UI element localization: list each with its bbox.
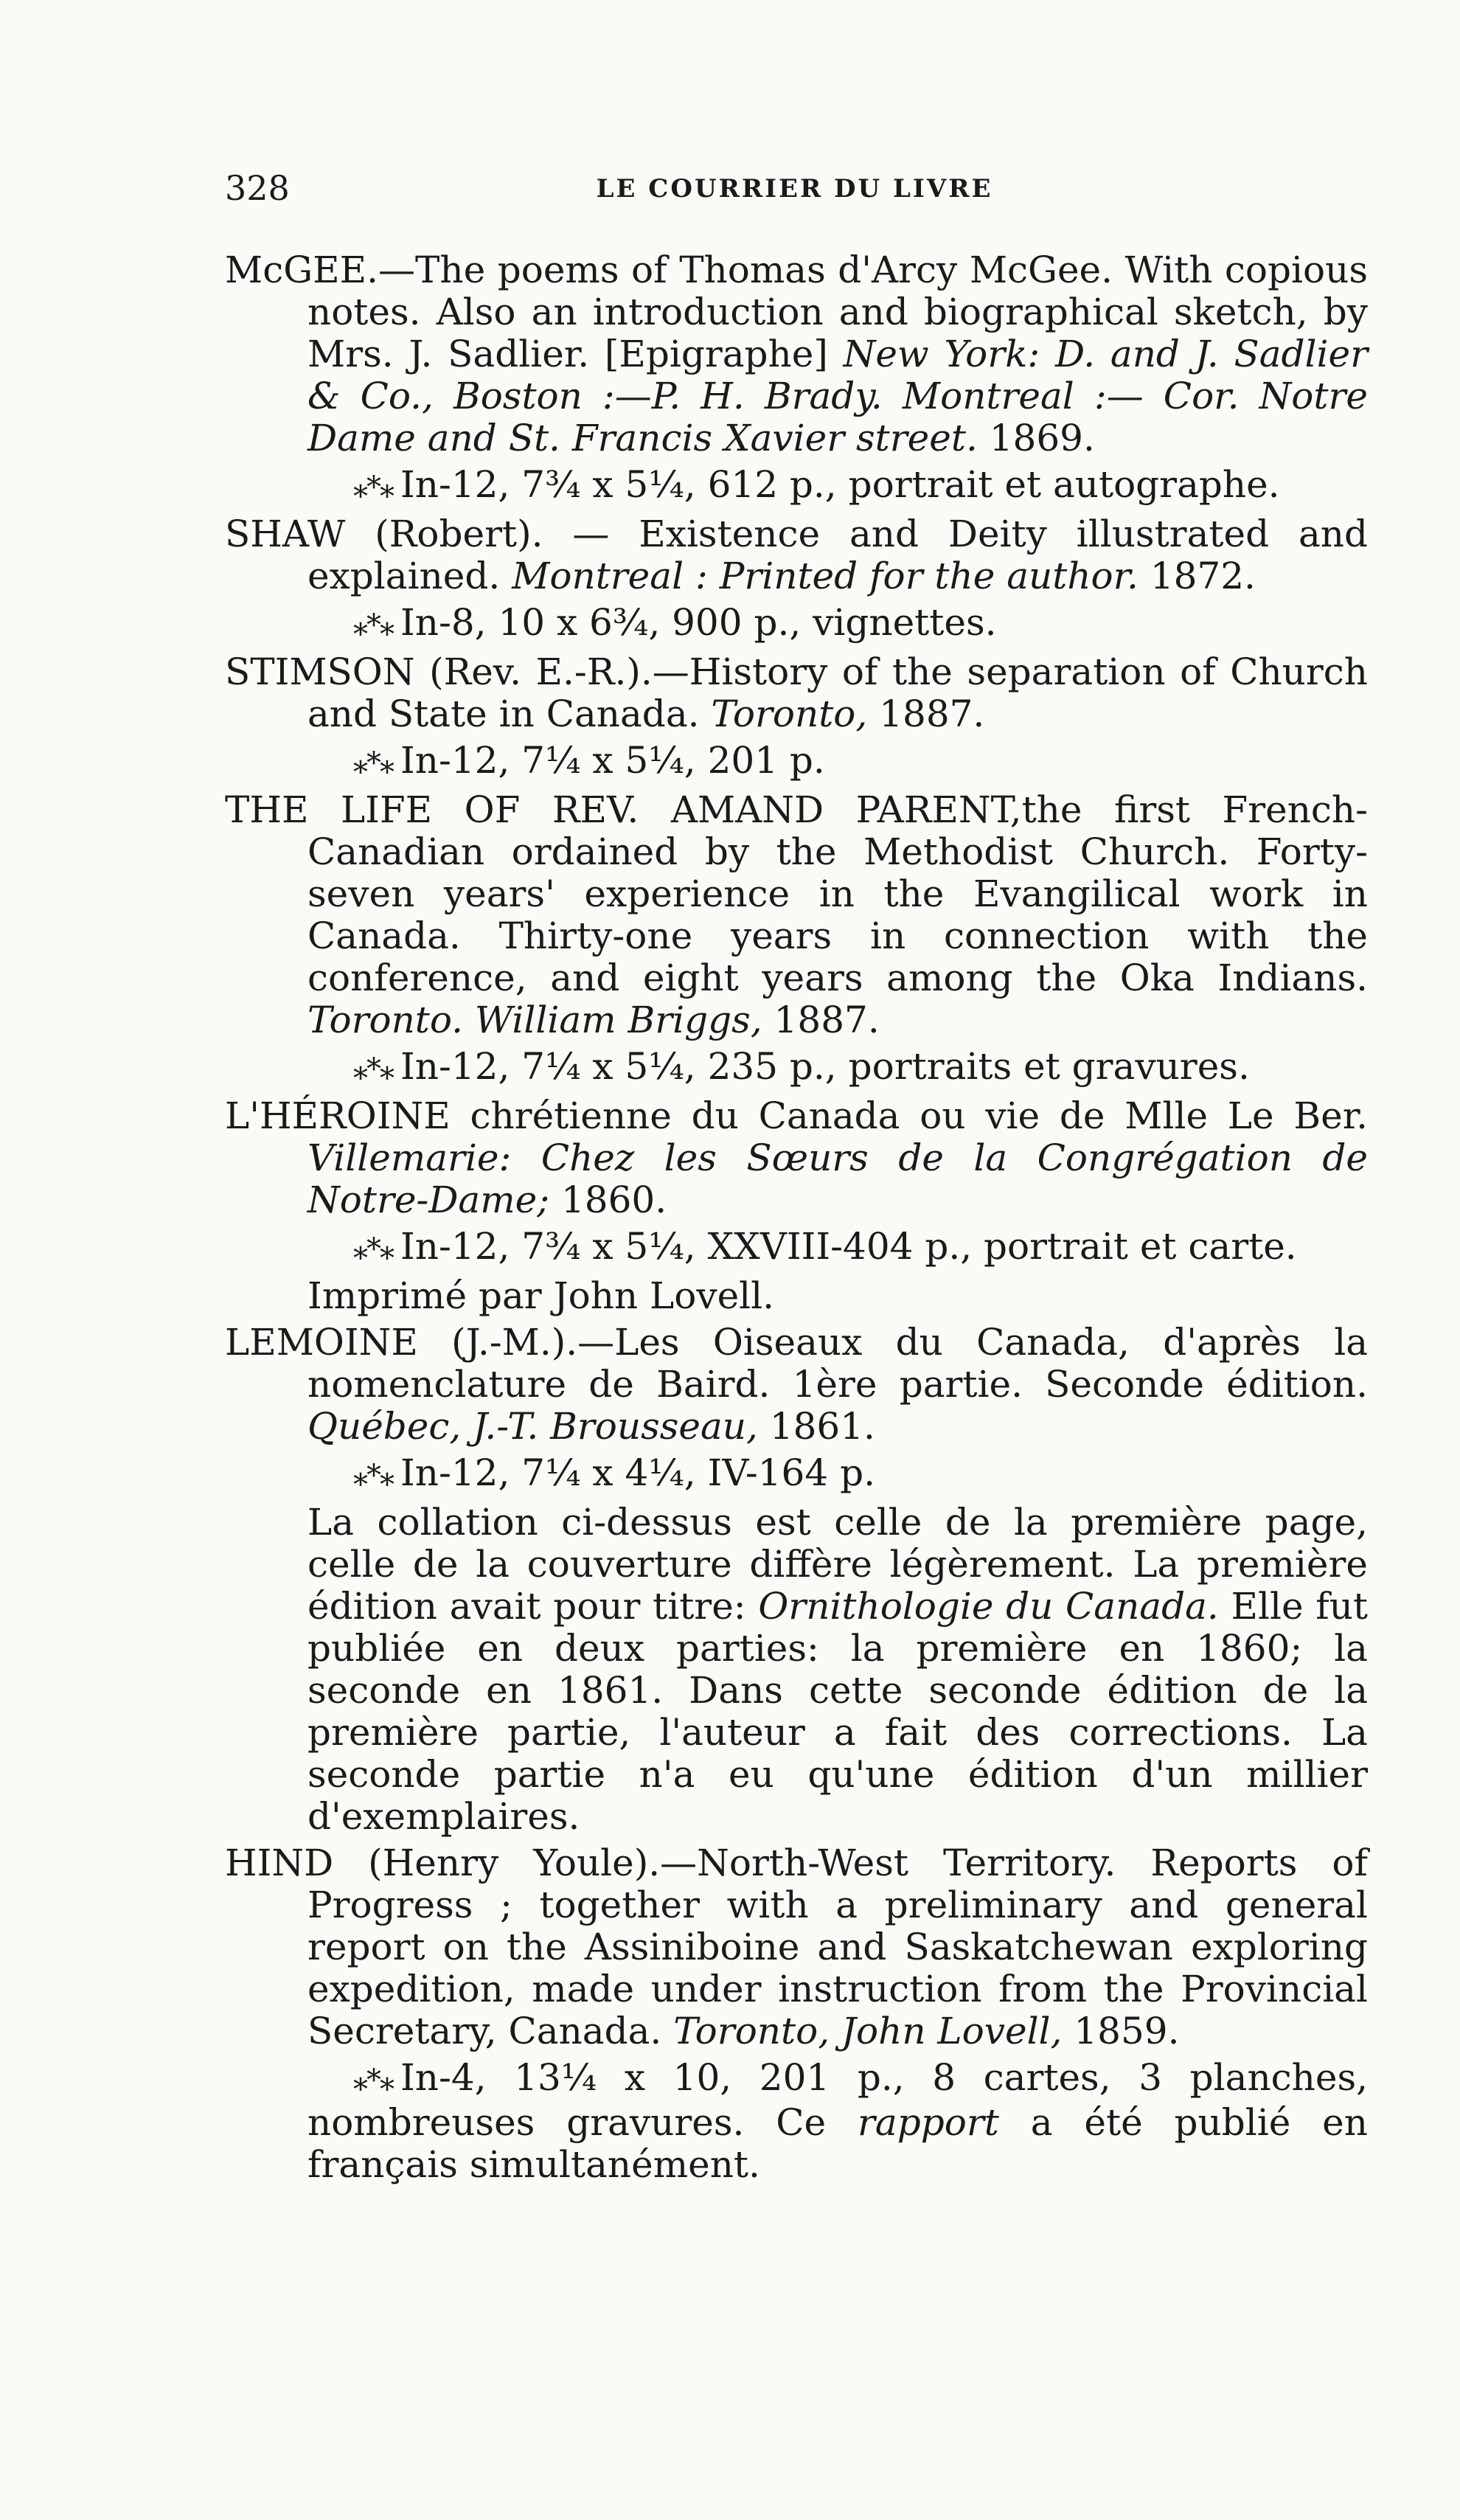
asterism-mark: ⁎*⁎ [353, 608, 393, 642]
collation-stimson [225, 740, 1368, 785]
collation-heroine [225, 1226, 1368, 1271]
asterism-mark: ⁎*⁎ [353, 2063, 393, 2097]
entry-date: 1887. [867, 693, 985, 735]
collation-shaw [225, 602, 1368, 647]
entry-mcgee [225, 249, 1368, 459]
entry-lemoine [225, 1322, 1368, 1448]
collation-hind [225, 2057, 1368, 2186]
asterism-mark: ⁎*⁎ [353, 1052, 393, 1086]
collation-text: a été publié en français simultanément. [307, 2101, 1368, 2186]
entry-author: McGEE. [225, 249, 379, 291]
entry-shaw [225, 513, 1368, 597]
entry-author: THE LIFE OF REV. AMAND PARENT, [225, 788, 1022, 831]
entry-author: LEMOINE (J.-M.). [225, 1321, 578, 1364]
note-title: Ornithologie du Canada. [758, 1585, 1219, 1628]
bibliography-list [225, 249, 1368, 2190]
collation-word: rapport [858, 2101, 999, 2144]
entry-date: 1860. [549, 1179, 667, 1221]
entry-title: —North-West Territory. Reports of Progress ; together with a preliminary and general report on the Assiniboine and Saskatchewan exploring expedition, made under instruction from the Provincial Secretary, Canada. [307, 1842, 1369, 2052]
asterism-mark: ⁎*⁎ [353, 1232, 393, 1266]
entry-date: 1861. [757, 1405, 875, 1448]
collation-text: In-4, 13¼ x 10, 201 p., 8 cartes, 3 planches, nombreuses gravures. Ce [307, 2056, 1368, 2144]
collation-mcgee [225, 464, 1368, 509]
collation-text: In-12, 7¼ x 4¼, IV-164 p. [400, 1451, 875, 1494]
entry-imprint: Montreal : Printed for the author. [512, 555, 1139, 597]
asterism-mark: ⁎*⁎ [353, 471, 393, 504]
entry-date: 1869. [977, 417, 1095, 459]
entry-date: 1859. [1062, 2010, 1180, 2052]
entry-title: —History of the separation of Church and State in Canada. [307, 650, 1368, 735]
collation-text: In-12, 7¼ x 5¼, 235 p., portraits et gravures. [400, 1045, 1250, 1088]
collation-text: In-12, 7¾ x 5¼, 612 p., portrait et autographe. [400, 463, 1280, 506]
entry-title: the first French-Canadian ordained by the Methodist Church. Forty-seven years' experience in the Evangilical work in Canada. Thirty-one years in connection with the conference, and eight years among the Oka Indians. [307, 788, 1368, 999]
entry-date: 1872. [1138, 555, 1256, 597]
note-heroine: Imprimé par John Lovell. [307, 1274, 775, 1317]
note-text: La collation ci-dessus est celle de la première page, celle de la couverture diffère légèrement. La première édition avait pour titre: [307, 1501, 1368, 1628]
entry-imprint: Toronto, John Lovell, [673, 2010, 1063, 2052]
entry-imprint: Québec, J.-T. Brousseau, [307, 1405, 758, 1448]
note-lemoine [225, 1502, 1368, 1838]
entry-heroine [225, 1095, 1368, 1221]
asterism-mark: ⁎*⁎ [353, 746, 393, 780]
collation-lemoine [225, 1452, 1368, 1497]
entry-author: SHAW (Robert). [225, 513, 543, 555]
entry-date: 1887. [762, 999, 880, 1041]
entry-title: chrétienne du Canada ou vie de Mlle Le Ber. [450, 1094, 1368, 1137]
entry-title: — Existence and Deity illustrated and explained. [307, 513, 1368, 597]
entry-imprint: New York: D. and J. Sadlier & Co., Boston :—P. H. Brady. Montreal :— Cor. Notre Dame and St. Francis Xavier street. [307, 333, 1368, 459]
collation-text: In-12, 7¼ x 5¼, 201 p. [400, 739, 825, 782]
entry-imprint: Toronto. William Briggs, [307, 999, 762, 1041]
page-number: 328 [225, 168, 290, 208]
entry-title: —The poems of Thomas d'Arcy McGee. With copious notes. Also an introduction and biographical sketch, by Mrs. J. Sadlier. [Epigraphe] [307, 249, 1368, 375]
entry-stimson [225, 651, 1368, 735]
entry-imprint: Toronto, [711, 693, 868, 735]
entry-parent [225, 789, 1368, 1041]
collation-text: In-12, 7¾ x 5¼, XXVIII-404 p., portrait et carte. [400, 1225, 1297, 1268]
entry-hind [225, 1842, 1368, 2052]
running-title: LE COURRIER DU LIVRE [596, 174, 993, 204]
collation-text: In-8, 10 x 6¾, 900 p., vignettes. [400, 601, 997, 644]
note-text: Elle fut publiée en deux parties: la première en 1860; la seconde en 1861. Dans cette seconde édition de la première partie, l'auteur a fait des corrections. La seconde partie n'a eu qu'une édition d'un millier d'exemplaires. [307, 1585, 1368, 1838]
asterism-mark: ⁎*⁎ [353, 1459, 393, 1493]
entry-author: L'HÉROINE [225, 1094, 451, 1137]
entry-imprint: Villemarie: Chez les Sœurs de la Congrégation de Notre-Dame; [307, 1136, 1368, 1221]
page-header [225, 168, 1364, 212]
collation-parent [225, 1046, 1368, 1091]
entry-title: —Les Oiseaux du Canada, d'après la nomenclature de Baird. 1ère partie. Seconde édition. [307, 1321, 1368, 1406]
entry-author: HIND (Henry Youle). [225, 1842, 661, 1884]
entry-author: STIMSON (Rev. E.-R.). [225, 650, 653, 693]
